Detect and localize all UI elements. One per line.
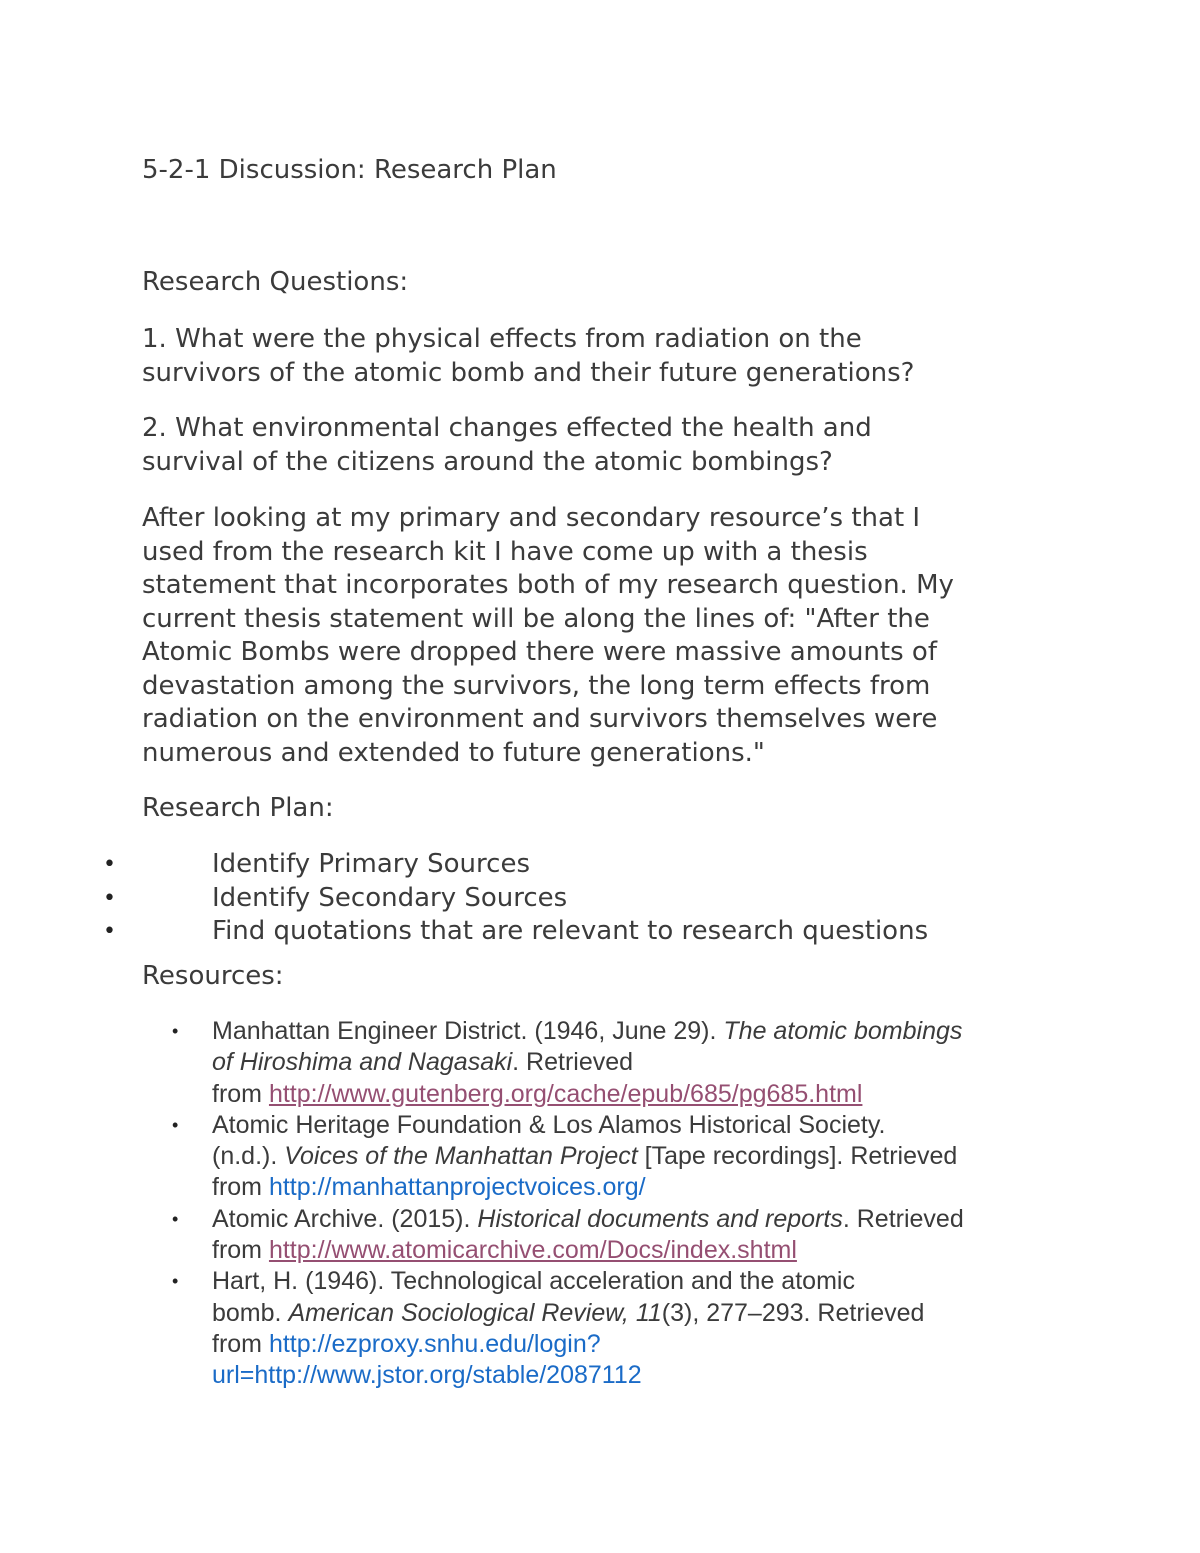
bullet-icon: • [172,1021,179,1041]
plan-item-text: Identify Primary Sources [212,849,530,879]
plan-item-text: Identify Secondary Sources [212,882,568,913]
resources-heading: Resources: [142,961,284,991]
citation-date: (n.d.). [212,1142,285,1171]
citation-link[interactable]: url=http://www.jstor.org/stable/2087112 [212,1361,642,1390]
resources-list [0,1016,1072,1392]
list-item [0,1266,1072,1391]
citation-from: from [212,1236,269,1265]
citation-from: from [212,1173,269,1202]
plan-item-text: Find quotations that are relevant to research questions [212,916,929,946]
citation-retrieved: . Retrieved [842,1204,964,1233]
thesis-line: numerous and extended to future generations." [142,737,765,768]
question-1-line: survivors of the atomic bomb and their future generations? [142,357,915,388]
list-item [0,1204,1072,1267]
list-item [0,1016,1072,1110]
thesis-line: devastation among the survivors, the long term effects from [142,670,931,701]
research-question-1 [142,323,1062,390]
citation-title: of Hiroshima and Nagasaki [212,1048,513,1077]
thesis-line: After looking at my primary and secondary resource’s that I [142,503,921,533]
research-plan-heading: Research Plan: [142,793,334,823]
citation-author: Atomic Heritage Foundation & Los Alamos Historical Society. [212,1110,886,1139]
thesis-line: radiation on the environment and survivors themselves were [142,704,938,734]
thesis-line: current thesis statement will be along the lines of: "After the [142,603,930,634]
question-1-line: 1. What were the physical effects from radiation on the [142,324,862,354]
citation-link[interactable]: http://www.atomicarchive.com/Docs/index.shtml [268,1236,797,1265]
citation-title: bomb. [212,1298,289,1327]
citation-retrieved: . Retrieved [512,1048,634,1077]
citation-link[interactable]: http://www.gutenberg.org/cache/epub/685/pg685.html [268,1079,863,1108]
thesis-line: used from the research kit I have come up with a thesis [142,536,868,567]
citation-retrieved: [Tape recordings]. Retrieved [637,1142,958,1171]
citation-title: The atomic bombings [723,1017,963,1045]
citation-from: from [212,1329,269,1358]
thesis-line: Atomic Bombs were dropped there were massive amounts of [142,637,937,667]
bullet-icon: • [172,1114,179,1135]
bullet-icon: • [103,919,116,944]
bullet-icon: • [103,885,116,911]
citation-author: Atomic Archive. (2015). [212,1204,478,1233]
thesis-paragraph [142,502,1062,770]
citation-journal: American Sociological Review, 11 [288,1298,662,1327]
list-item [0,1110,1072,1204]
citation-title: Historical documents and reports [477,1204,843,1233]
citation-title: Voices of the Manhattan Project [284,1142,638,1171]
citation-from: from [212,1079,269,1108]
citation-link[interactable]: http://ezproxy.snhu.edu/login? [268,1329,601,1358]
research-questions-heading: Research Questions: [142,267,409,297]
bullet-icon: • [172,1271,179,1292]
thesis-line: statement that incorporates both of my research question. My [142,570,954,600]
citation-author: Manhattan Engineer District. (1946, June 29). [212,1017,724,1045]
citation-link[interactable]: http://manhattanprojectvoices.org/ [268,1173,646,1202]
citation-author: Hart, H. (1946). Technological acceleration and the atomic [212,1267,855,1296]
bullet-icon: • [103,852,116,877]
question-2-line: survival of the citizens around the atomic bombings? [142,446,833,477]
citation-pages: (3), 277–293. Retrieved [661,1298,925,1327]
document-title: 5-2-1 Discussion: Research Plan [142,155,557,185]
bullet-icon: • [172,1208,179,1229]
research-question-2 [142,412,1062,479]
question-2-line: 2. What environmental changes effected the health and [142,413,872,443]
